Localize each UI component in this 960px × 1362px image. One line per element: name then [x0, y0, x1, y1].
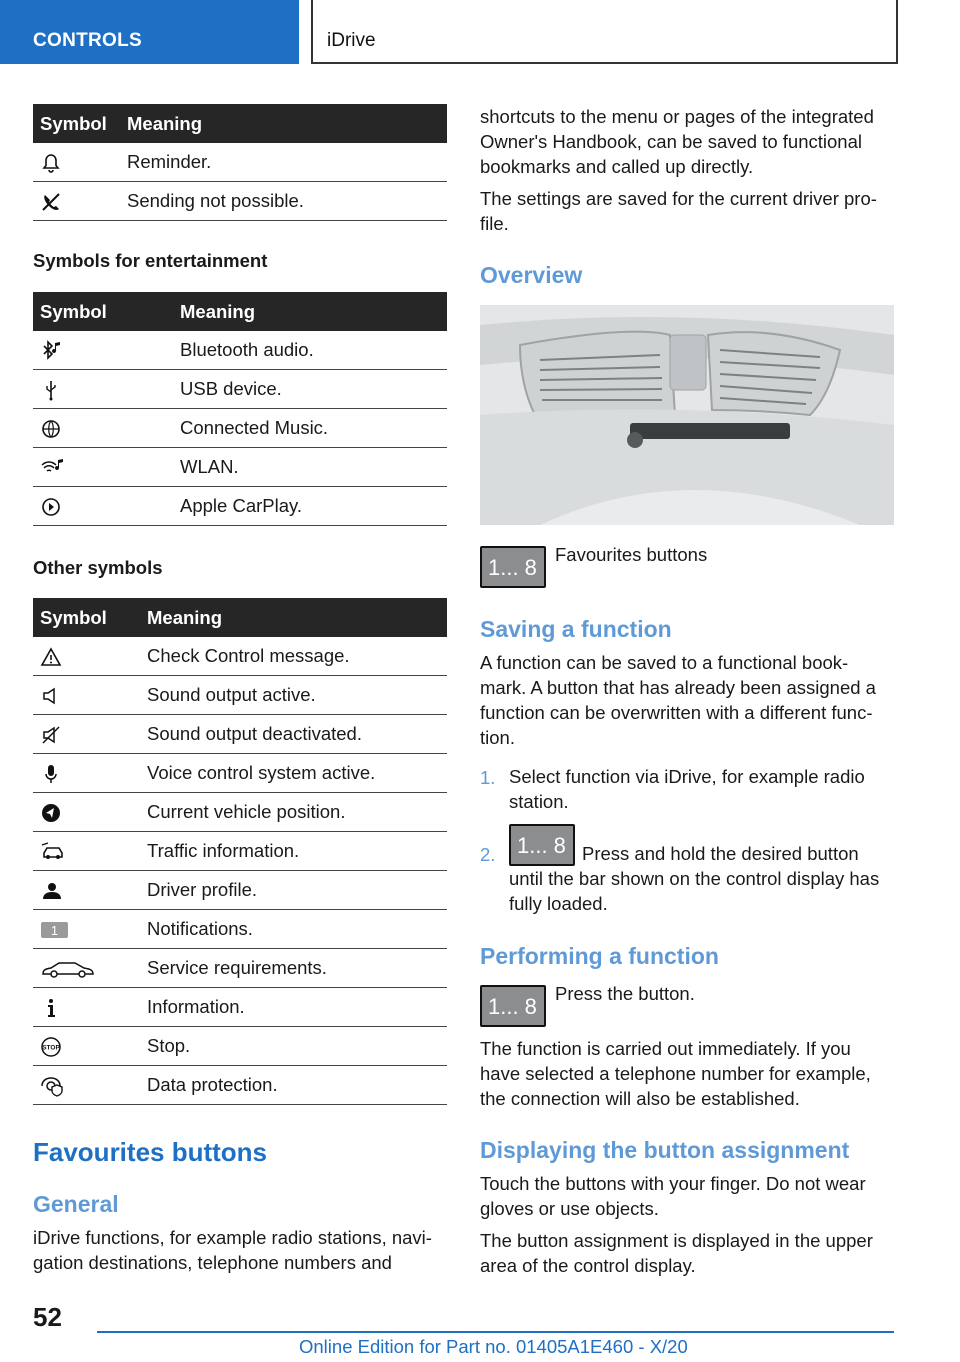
notification-icon: [40, 919, 70, 941]
text-line: gloves or use objects.: [480, 1198, 659, 1219]
stop-badge: STOP: [42, 1044, 60, 1052]
meaning-cell: Stop.: [140, 1027, 447, 1066]
step-1-text: [509, 764, 865, 814]
favourites-button-icon: [480, 546, 546, 588]
text-line: file.: [480, 213, 509, 234]
meaning-cell: Sound output active.: [140, 676, 447, 715]
table-row: [33, 370, 447, 409]
table-row: [33, 871, 447, 910]
meaning-cell: Reminder.: [120, 143, 447, 182]
meaning-cell: Bluetooth audio.: [173, 331, 447, 370]
messages-symbol-table: [33, 104, 447, 221]
stop-icon: [40, 1036, 66, 1058]
traffic-icon: [40, 841, 66, 863]
meaning-cell: Sending not possible.: [120, 182, 447, 221]
meaning-cell: Sound output deactivated.: [140, 715, 447, 754]
display-paragraph-2: [480, 1228, 873, 1278]
meaning-cell: Driver profile.: [140, 871, 447, 910]
text-line: tion.: [480, 727, 515, 748]
table-row: [33, 754, 447, 793]
shortcuts-paragraph: [480, 104, 874, 179]
text-line: The function is carried out immediately. If you: [480, 1038, 851, 1059]
performing-paragraph: [480, 1036, 871, 1111]
button-label: 1... 8: [517, 833, 566, 858]
step-number: 2.: [480, 844, 496, 865]
text-line: function can be overwritten with a different func-: [480, 702, 873, 723]
usb-icon: [40, 379, 66, 401]
meaning-header: Meaning: [120, 104, 447, 143]
table-row: [33, 832, 447, 871]
meaning-cell: Information.: [140, 988, 447, 1027]
warning-icon: [40, 646, 66, 668]
text-line: bookmarks and called up directly.: [480, 156, 754, 177]
footer-edition: Online Edition for Part no. 01405A1E460 - X/20: [299, 1336, 688, 1357]
text-line: gation destinations, telephone numbers and: [33, 1252, 392, 1273]
saving-heading: Saving a function: [480, 616, 672, 642]
general-paragraph: [33, 1225, 432, 1275]
bluetooth-audio-icon: [40, 340, 66, 362]
notification-badge: 1: [50, 922, 59, 938]
table-row: [33, 331, 447, 370]
other-symbol-table: [33, 598, 447, 1105]
chapter-tab: [311, 0, 898, 64]
text-line: iDrive functions, for example radio stations, navi-: [33, 1227, 432, 1248]
meaning-header: Meaning: [140, 598, 447, 637]
meaning-cell: Voice control system active.: [140, 754, 447, 793]
step-2-rest: [509, 866, 879, 916]
table-row: [33, 448, 447, 487]
text-line: Select function via iDrive, for example radio: [509, 766, 865, 787]
table-row: [33, 910, 447, 949]
connected-music-icon: [40, 418, 66, 440]
meaning-cell: Apple CarPlay.: [173, 487, 447, 526]
table-row: [33, 409, 447, 448]
vehicle-position-icon: [40, 802, 66, 824]
table-row: [33, 1027, 447, 1066]
settings-paragraph: [480, 186, 877, 236]
table-row: [33, 793, 447, 832]
symbol-header: Symbol: [33, 292, 173, 331]
microphone-icon: [40, 763, 66, 785]
performing-heading: Performing a function: [480, 943, 719, 969]
meaning-cell: Data protection.: [140, 1066, 447, 1105]
text-line: The button assignment is displayed in the upper: [480, 1230, 873, 1251]
general-heading: General: [33, 1191, 119, 1217]
info-icon: [40, 997, 66, 1019]
meaning-cell: Current vehicle position.: [140, 793, 447, 832]
press-text: Press the button.: [555, 983, 695, 1004]
wlan-icon: [40, 457, 66, 479]
table-row: [33, 182, 447, 221]
text-line: Touch the buttons with your finger. Do not wear: [480, 1173, 866, 1194]
meaning-header: Meaning: [173, 292, 447, 331]
table-row: [33, 487, 447, 526]
favourites-title: Favourites buttons: [33, 1137, 268, 1167]
meaning-cell: USB device.: [173, 370, 447, 409]
chapter-title: iDrive: [327, 30, 376, 51]
meaning-cell: Notifications.: [140, 910, 447, 949]
button-label: 1... 8: [488, 994, 537, 1019]
text-line: shortcuts to the menu or pages of the integrated: [480, 106, 874, 127]
text-line: A function can be saved to a functional book-: [480, 652, 849, 673]
section-tab: [0, 0, 299, 64]
entertainment-heading: Symbols for entertainment: [33, 250, 268, 271]
car-outline-icon: [40, 958, 96, 980]
speaker-muted-icon: [40, 724, 66, 746]
table-row: [33, 1066, 447, 1105]
text-line: until the bar shown on the control display has: [509, 868, 880, 889]
speaker-icon: [40, 685, 66, 707]
table-row: [33, 715, 447, 754]
driver-profile-icon: [40, 880, 66, 902]
text-line: Owner's Handbook, can be saved to functional: [480, 131, 862, 152]
text-line: mark. A button that has already been assigned a: [480, 677, 876, 698]
overview-heading: Overview: [480, 262, 583, 288]
saving-paragraph: [480, 650, 876, 750]
other-heading: Other symbols: [33, 557, 163, 578]
display-heading: Displaying the button assignment: [480, 1137, 850, 1163]
favourites-button-icon: [480, 985, 546, 1027]
table-row: [33, 676, 447, 715]
photo-caption: Favourites buttons: [555, 544, 708, 565]
text-line: have selected a telephone number for example,: [480, 1063, 871, 1084]
table-row: [33, 637, 447, 676]
display-paragraph: [480, 1171, 866, 1221]
table-row: [33, 143, 447, 182]
bell-icon: [40, 152, 66, 174]
meaning-cell: Connected Music.: [173, 409, 447, 448]
text-line: The settings are saved for the current driver pro-: [480, 188, 877, 209]
text-line: area of the control display.: [480, 1255, 696, 1276]
meaning-cell: Service requirements.: [140, 949, 447, 988]
carplay-icon: [40, 496, 66, 518]
text-line: fully loaded.: [509, 893, 608, 914]
meaning-cell: Traffic information.: [140, 832, 447, 871]
symbol-header: Symbol: [33, 104, 120, 143]
table-row: [33, 988, 447, 1027]
text-line: station.: [509, 791, 569, 812]
favourites-button-icon: [509, 824, 575, 866]
entertainment-symbol-table: [33, 292, 447, 526]
footer-rule: [97, 1331, 894, 1333]
step-number: 1.: [480, 767, 496, 788]
meaning-cell: Check Control message.: [140, 637, 447, 676]
button-label: 1... 8: [488, 555, 537, 580]
text-line: the connection will also be established.: [480, 1088, 800, 1109]
data-protection-icon: [40, 1075, 66, 1097]
dashboard-photo: [480, 305, 894, 525]
table-row: [33, 949, 447, 988]
step-2-line-1: Press and hold the desired button: [582, 843, 859, 864]
page-number: 52: [33, 1302, 62, 1332]
section-title: CONTROLS: [33, 30, 143, 51]
meaning-cell: WLAN.: [173, 448, 447, 487]
phone-crossed-icon: [40, 191, 66, 213]
symbol-header: Symbol: [33, 598, 140, 637]
